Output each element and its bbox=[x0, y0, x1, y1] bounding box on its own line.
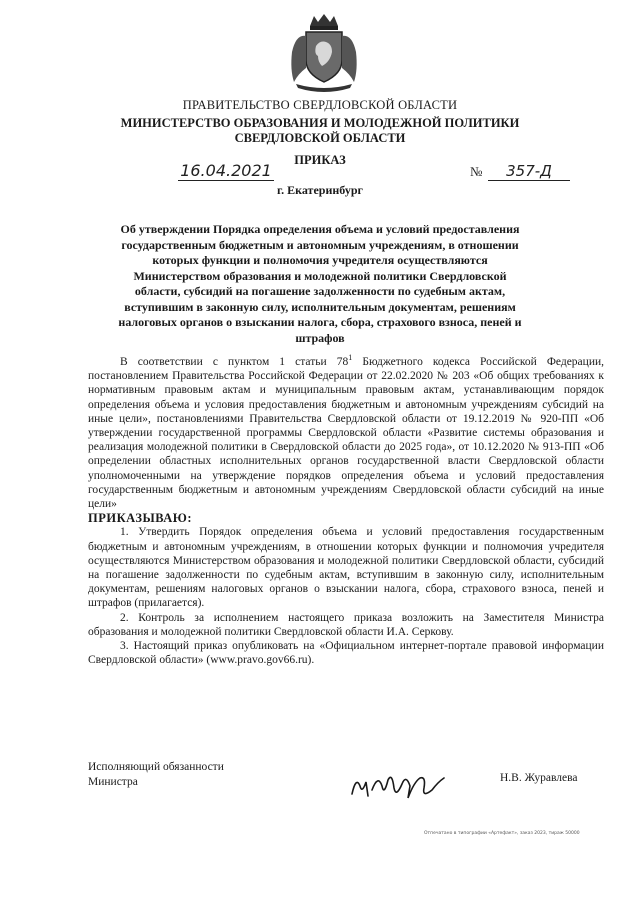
print-footer-note: Отпечатано в типографии «Артефакт», заказ 2023, тираж 50000 bbox=[424, 831, 580, 836]
document-date: 16.04.2021 bbox=[178, 162, 274, 181]
preamble-paragraph bbox=[88, 355, 604, 511]
signer-position bbox=[88, 760, 224, 790]
preamble-text-1: В соответствии с пунктом 1 статьи 78 bbox=[120, 356, 349, 368]
ministry-name-line2: СВЕРДЛОВСКОЙ ОБЛАСТИ bbox=[234, 131, 406, 145]
handwritten-signature bbox=[348, 768, 448, 802]
document-number: 357-Д bbox=[488, 162, 570, 181]
number-prefix: № bbox=[470, 164, 483, 179]
order-item-1: 1. Утвердить Порядок определения объема и условий предоставления государственным бюджетным и автономным учреждениям, в отношении которых функции и полномочия учредителя осуществляются Министерством образования и молодежной политики Свердловской области, субсидий на погашение задолженности по судебным актам, вступившим в законную силу, исполнительным документам, решениям налоговых органов о взыскании налога, сбора, страхового взноса, пеней и штрафов (прилагается). bbox=[88, 526, 604, 610]
document-body bbox=[88, 355, 604, 667]
ministry-name bbox=[0, 116, 640, 146]
signer-name: Н.В. Журавлева bbox=[500, 772, 578, 784]
document-title: Об утверждении Порядка определения объема и условий предоставления государственным бюджетным и автономным учреждениям, в отношении которых функции и полномочия учредителя осуществляются Министерством образования и молодежной политики Свердловской области, субсидий на погашение задолженности по судебным актам, вступившим в законную силу, исполнительным документам, решениям налоговых органов о взыскании налога, сбора, страхового взноса, пеней и штрафов bbox=[118, 222, 522, 345]
signer-position-line2: Министра bbox=[88, 776, 138, 788]
document-type: ПРИКАЗ bbox=[294, 153, 346, 167]
order-word: ПРИКАЗЫВАЮ: bbox=[88, 511, 193, 526]
city: г. Екатеринбург bbox=[277, 183, 363, 197]
order-item-3: 3. Настоящий приказ опубликовать на «Официальном интернет-портале правовой информации Свердловской области» (www.pravo.gov66.ru). bbox=[88, 640, 604, 667]
signer-position-line1: Исполняющий обязанности bbox=[88, 761, 224, 773]
article-superscript: 1 bbox=[348, 353, 353, 363]
coat-of-arms-emblem bbox=[288, 12, 360, 92]
ministry-name-line1: МИНИСТЕРСТВО ОБРАЗОВАНИЯ И МОЛОДЕЖНОЙ ПОЛИТИКИ bbox=[120, 116, 520, 130]
preamble-text-2: Бюджетного кодекса Российской Федерации, постановлением Правительства Российской Федерации от 22.02.2020 № 203 «Об общих требованиях к нормативным правовым актам и муниципальным правовым актам, устанавливающим порядок определения объема и условия предоставления бюджетным и автономным учреждениям субсидий на иные цели», постановлениями Правительства Свердловской области от 19.12.2019 № 920-ПП «Об утверждении государственной программы Свердловской области «Развитие системы образования и реализация молодежной политики в Свердловской области до 2025 года», от 10.12.2020 № 913-ПП «Об определении областных исполнительных органов государственной власти Свердловской области уполномоченными на утверждение порядков определения объема и условий предоставления государственным бюджетным и автономным учреждениям Свердловской области субсидий на иные цели» bbox=[88, 356, 605, 511]
government-name: ПРАВИТЕЛЬСТВО СВЕРДЛОВСКОЙ ОБЛАСТИ bbox=[182, 98, 458, 112]
order-item-2: 2. Контроль за исполнением настоящего приказа возложить на Заместителя Министра образования и молодежной политики Свердловской области И.А. Серкову. bbox=[88, 611, 604, 638]
